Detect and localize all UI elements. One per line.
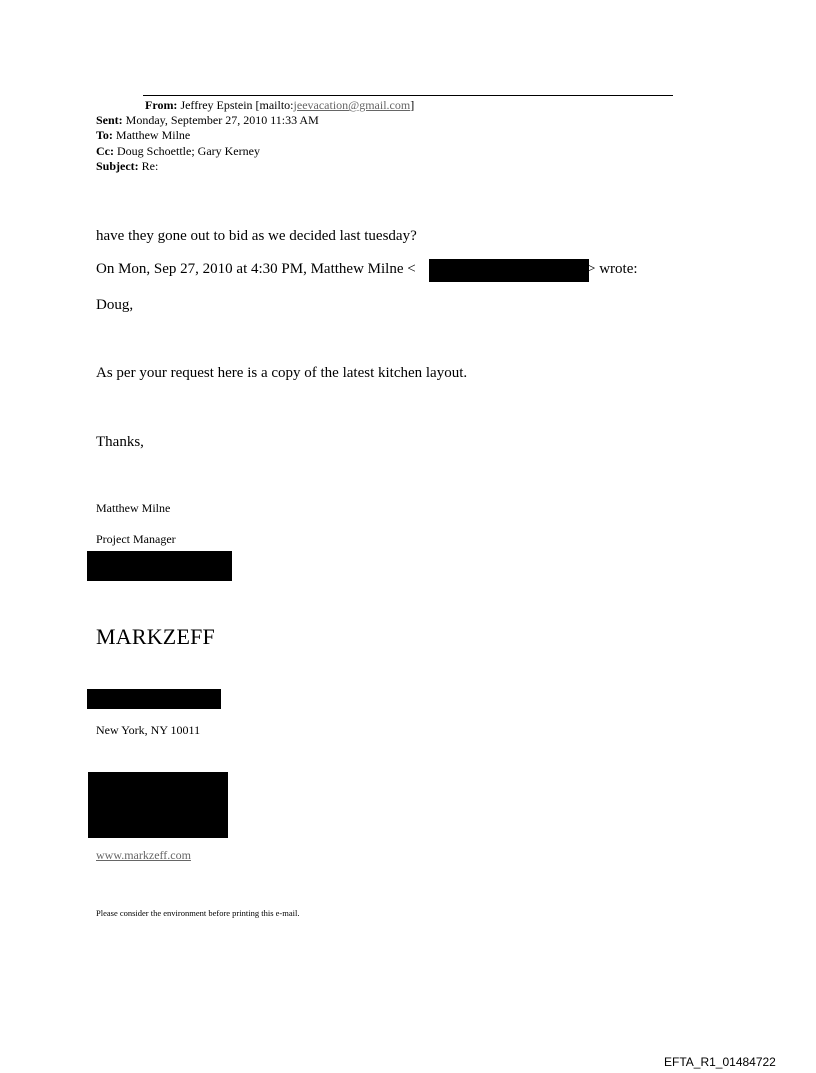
to-value: Matthew Milne	[115, 128, 191, 142]
signature-name: Matthew Milne	[96, 501, 171, 515]
sent-line	[96, 113, 319, 128]
website-link[interactable]: www.markzeff.com	[96, 848, 191, 862]
quote-intro-before: On Mon, Sep 27, 2010 at 4:30 PM, Matthew Milne <	[96, 261, 416, 277]
document-id: EFTA_R1_01484722	[664, 1055, 776, 1069]
signature-city: New York, NY 10011	[96, 723, 201, 737]
reply-line: have they gone out to bid as we decided last tuesday?	[96, 228, 417, 244]
cc-label: Cc:	[96, 144, 114, 158]
redaction-email	[429, 259, 589, 282]
subject-label: Subject:	[96, 159, 139, 173]
from-line	[145, 98, 414, 113]
to-line	[96, 128, 190, 143]
signature-title: Project Manager	[96, 532, 176, 546]
quote-intro-after: > wrote:	[587, 261, 638, 277]
from-email-link[interactable]: jeevacation@gmail.com	[293, 98, 411, 112]
redaction-address	[87, 689, 221, 709]
sent-value: Monday, September 27, 2010 11:33 AM	[125, 113, 319, 127]
closing: Thanks,	[96, 434, 144, 450]
redaction-contact	[87, 551, 232, 581]
subject-line	[96, 159, 158, 174]
greeting: Doug,	[96, 297, 134, 313]
header-divider	[143, 95, 673, 96]
redaction-phone-block	[88, 772, 228, 838]
message-text: As per your request here is a copy of the latest kitchen layout.	[96, 365, 468, 381]
to-label: To:	[96, 128, 113, 142]
cc-line	[96, 144, 260, 159]
from-close: ]	[410, 98, 415, 112]
sent-label: Sent:	[96, 113, 123, 127]
environment-disclaimer: Please consider the environment before printing this e-mail.	[96, 908, 300, 918]
from-label: From:	[145, 98, 178, 112]
company-name: MARKZEFF	[96, 624, 215, 649]
cc-value: Doug Schoettle; Gary Kerney	[117, 144, 260, 158]
subject-value: Re:	[141, 159, 159, 173]
from-name: Jeffrey Epstein [mailto:	[180, 98, 294, 112]
